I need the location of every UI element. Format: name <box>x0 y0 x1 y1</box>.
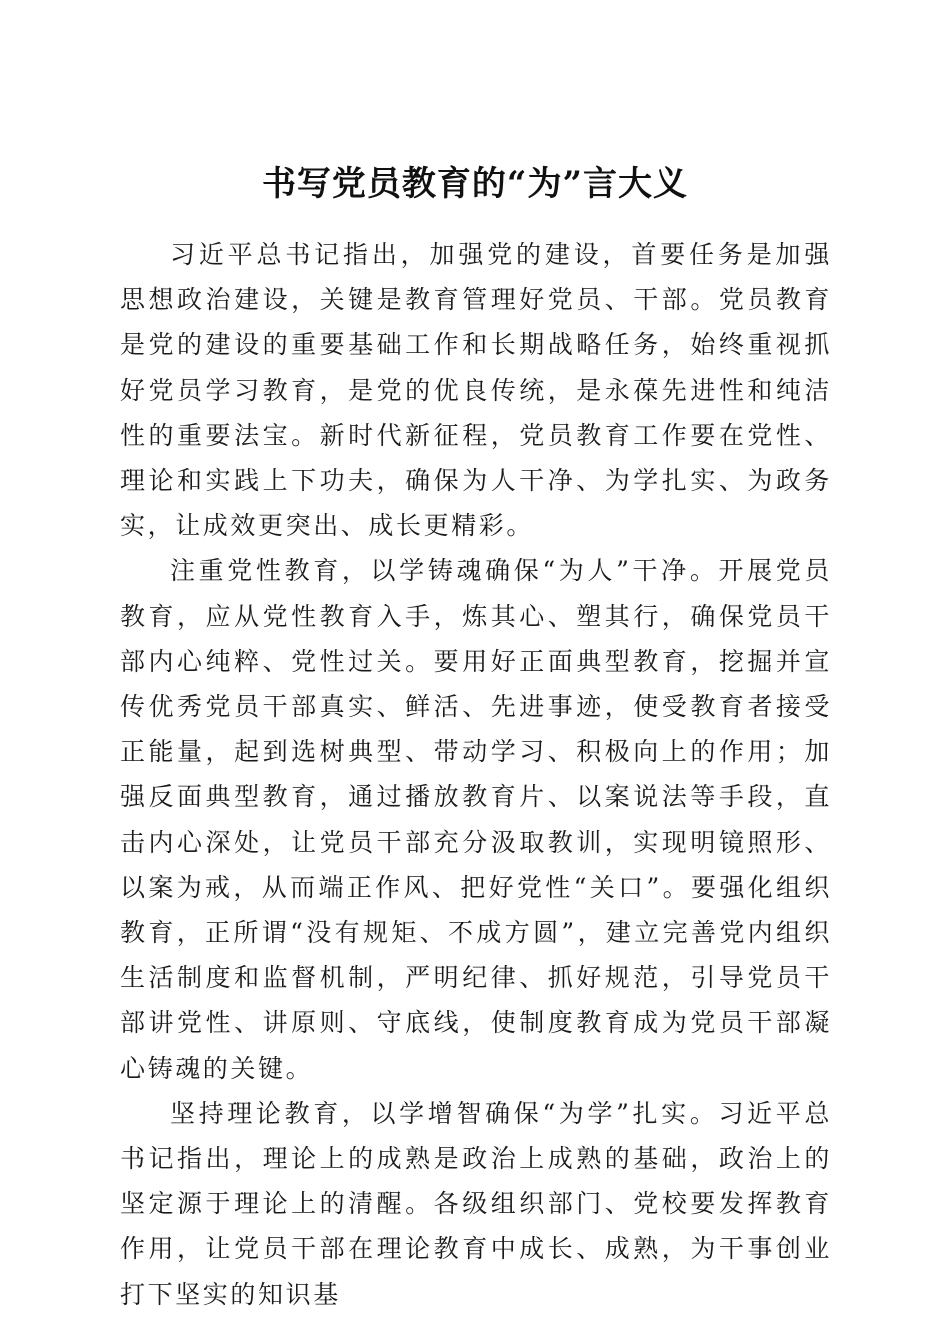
paragraph-intro: 习近平总书记指出，加强党的建设，首要任务是加强思想政治建设，关键是教育管理好党员、干部。党员教育是党的建设的重要基础工作和长期战略任务，始终重视抓好党员学习教育，是党的优良传统，是永葆先进性和纯洁性的重要法宝。新时代新征程，党员教育工作要在党性、理论和实践上下功夫，确保为人干净、为学扎实、为政务实，让成效更突出、成长更精彩。 <box>120 240 832 541</box>
paragraph-theory: 坚持理论教育，以学增智确保“为学”扎实。习近平总书记指出，理论上的成熟是政治上成熟的基础，政治上的坚定源于理论上的清醒。各级组织部门、党校要发挥教育作用，让党员干部在理论教育中成长、成熟，为干事创业打下坚实的知识基 <box>120 1098 832 1309</box>
document-title: 书写党员教育的“为”言大义 <box>261 163 689 204</box>
document-body <box>120 232 832 1317</box>
paragraph-party-spirit: 注重党性教育，以学铸魂确保“为人”干净。开展党员教育，应从党性教育入手，炼其心、塑其行，确保党员干部内心纯粹、党性过关。要用好正面典型教育，挖掘并宣传优秀党员干部真实、鲜活、先进事迹，使受教育者接受正能量，起到选树典型、带动学习、积极向上的作用；加强反面典型教育，通过播放教育片、以案说法等手段，直击内心深处，让党员干部充分汲取教训，实现明镜照形、以案为戒，从而端正作风、把好党性“关口”。要强化组织教育，正所谓“没有规矩、不成方圆”，建立完善党内组织生活制度和监督机制，严明纪律、抓好规范，引导党员干部讲党性、讲原则、守底线，使制度教育成为党员干部凝心铸魂的关键。 <box>120 556 832 1083</box>
